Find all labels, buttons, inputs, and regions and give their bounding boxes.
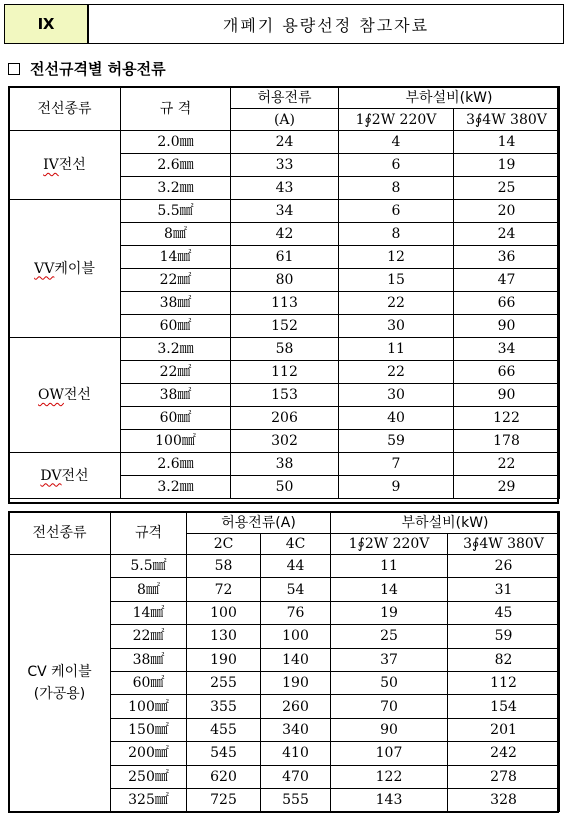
single-phase-load-cell: 6 <box>339 154 454 177</box>
allowable-current-cell: 24 <box>231 131 339 154</box>
three-phase-load-cell: 90 <box>454 315 560 338</box>
header-allowable-current: 허용전류 <box>231 87 339 109</box>
allowable-current-4c-cell: 340 <box>261 718 331 741</box>
single-phase-load-cell: 70 <box>331 695 448 718</box>
three-phase-load-cell: 22 <box>454 453 560 476</box>
three-phase-load-cell: 36 <box>454 246 560 269</box>
allowable-current-cell: 61 <box>231 246 339 269</box>
header-load-capacity: 부하설비(kW) <box>339 87 560 109</box>
three-phase-load-cell: 154 <box>448 695 560 718</box>
spec-cell: 325㎟ <box>111 788 187 811</box>
allowable-current-cell: 152 <box>231 315 339 338</box>
header-wire-type: 전선종류 <box>9 512 111 555</box>
allowable-current-2c-cell: 545 <box>187 742 261 765</box>
allowable-current-4c-cell: 140 <box>261 648 331 671</box>
wire-type-suffix: 전선 <box>63 387 91 403</box>
header-2c: 2C <box>187 534 261 555</box>
allowable-current-cell: 34 <box>231 200 339 223</box>
header-spec: 규격 <box>111 512 187 555</box>
allowable-current-cell: 206 <box>231 407 339 430</box>
spec-cell: 3.2㎜ <box>121 177 231 200</box>
allowable-current-2c-cell: 190 <box>187 648 261 671</box>
three-phase-load-cell: 59 <box>448 625 560 648</box>
allowable-current-cell: 50 <box>231 476 339 499</box>
allowable-current-4c-cell: 555 <box>261 788 331 811</box>
allowable-current-4c-cell: 260 <box>261 695 331 718</box>
allowable-current-cell: 153 <box>231 384 339 407</box>
single-phase-load-cell: 8 <box>339 223 454 246</box>
spec-cell: 2.0㎜ <box>121 131 231 154</box>
three-phase-load-cell: 31 <box>448 578 560 601</box>
section-heading <box>8 58 166 79</box>
cv-cable-table <box>8 511 560 812</box>
three-phase-load-cell: 47 <box>454 269 560 292</box>
three-phase-load-cell: 20 <box>454 200 560 223</box>
wire-type-code: VV <box>34 260 55 277</box>
allowable-current-4c-cell: 190 <box>261 671 331 694</box>
single-phase-load-cell: 15 <box>339 269 454 292</box>
wire-type-code: OW <box>38 387 64 403</box>
header-three-phase: 3∮4W 380V <box>448 534 560 555</box>
three-phase-load-cell: 66 <box>454 361 560 384</box>
three-phase-load-cell: 201 <box>448 718 560 741</box>
three-phase-load-cell: 34 <box>454 338 560 361</box>
three-phase-load-cell: 112 <box>448 671 560 694</box>
header-three-phase: 3∮4W 380V <box>454 109 560 131</box>
single-phase-load-cell: 7 <box>339 453 454 476</box>
spec-cell: 60㎟ <box>111 671 187 694</box>
single-phase-load-cell: 19 <box>331 601 448 624</box>
section-title: 전선규격별 허용전류 <box>30 60 166 78</box>
allowable-current-cell: 113 <box>231 292 339 315</box>
wire-type-suffix: 전선 <box>58 157 86 173</box>
allowable-current-4c-cell: 100 <box>261 625 331 648</box>
spec-cell: 8㎟ <box>111 578 187 601</box>
allowable-current-4c-cell: 76 <box>261 601 331 624</box>
spec-cell: 8㎟ <box>121 223 231 246</box>
header-load-capacity: 부하설비(kW) <box>331 512 560 534</box>
allowable-current-cell: 42 <box>231 223 339 246</box>
allowable-current-2c-cell: 58 <box>187 555 261 578</box>
single-phase-load-cell: 59 <box>339 430 454 453</box>
chapter-badge: Ⅸ <box>5 5 89 43</box>
allowable-current-table <box>8 86 560 499</box>
single-phase-load-cell: 4 <box>339 131 454 154</box>
three-phase-load-cell: 278 <box>448 765 560 788</box>
header-allowable-unit: (A) <box>231 109 339 131</box>
wire-type-cell <box>9 555 111 812</box>
spec-cell: 60㎟ <box>121 407 231 430</box>
single-phase-load-cell: 143 <box>331 788 448 811</box>
spec-cell: 100㎟ <box>121 430 231 453</box>
allowable-current-2c-cell: 100 <box>187 601 261 624</box>
allowable-current-cell: 80 <box>231 269 339 292</box>
spec-cell: 150㎟ <box>111 718 187 741</box>
allowable-current-2c-cell: 355 <box>187 695 261 718</box>
allowable-current-4c-cell: 470 <box>261 765 331 788</box>
allowable-current-2c-cell: 725 <box>187 788 261 811</box>
header-single-phase: 1∮2W 220V <box>339 109 454 131</box>
single-phase-load-cell: 6 <box>339 200 454 223</box>
allowable-current-cell: 58 <box>231 338 339 361</box>
spec-cell: 250㎟ <box>111 765 187 788</box>
spec-cell: 3.2㎜ <box>121 476 231 499</box>
allowable-current-cell: 112 <box>231 361 339 384</box>
allowable-current-4c-cell: 44 <box>261 555 331 578</box>
three-phase-load-cell: 19 <box>454 154 560 177</box>
table-row <box>9 338 560 361</box>
single-phase-load-cell: 90 <box>331 718 448 741</box>
three-phase-load-cell: 24 <box>454 223 560 246</box>
single-phase-load-cell: 40 <box>339 407 454 430</box>
spec-cell: 14㎟ <box>111 601 187 624</box>
spec-cell: 60㎟ <box>121 315 231 338</box>
allowable-current-4c-cell: 410 <box>261 742 331 765</box>
checkbox-icon <box>8 63 20 75</box>
allowable-current-cell: 38 <box>231 453 339 476</box>
spec-cell: 38㎟ <box>111 648 187 671</box>
spec-cell: 2.6㎜ <box>121 453 231 476</box>
allowable-current-cell: 43 <box>231 177 339 200</box>
three-phase-load-cell: 90 <box>454 384 560 407</box>
allowable-current-2c-cell: 72 <box>187 578 261 601</box>
single-phase-load-cell: 25 <box>331 625 448 648</box>
header-allowable-current: 허용전류(A) <box>187 512 331 534</box>
single-phase-load-cell: 11 <box>339 338 454 361</box>
table-row <box>9 200 560 223</box>
header-4c: 4C <box>261 534 331 555</box>
wire-type-cell <box>9 453 121 499</box>
spec-cell: 22㎟ <box>111 625 187 648</box>
spec-cell: 14㎟ <box>121 246 231 269</box>
single-phase-load-cell: 22 <box>339 361 454 384</box>
single-phase-load-cell: 12 <box>339 246 454 269</box>
single-phase-load-cell: 122 <box>331 765 448 788</box>
table-row <box>9 131 560 154</box>
header-wire-type: 전선종류 <box>9 87 121 131</box>
spec-cell: 3.2㎜ <box>121 338 231 361</box>
wire-type-suffix: 전선 <box>61 467 89 484</box>
header-single-phase: 1∮2W 220V <box>331 534 448 555</box>
three-phase-load-cell: 29 <box>454 476 560 499</box>
header-spec: 규 격 <box>121 87 231 131</box>
wire-type-cell <box>9 131 121 200</box>
single-phase-load-cell: 30 <box>339 315 454 338</box>
table-row <box>9 555 560 578</box>
wire-type-usage: (가공용) <box>33 686 86 703</box>
single-phase-load-cell: 107 <box>331 742 448 765</box>
three-phase-load-cell: 242 <box>448 742 560 765</box>
wire-type-code: DV <box>40 467 62 484</box>
allowable-current-cell: 302 <box>231 430 339 453</box>
wire-type-cell <box>9 338 121 453</box>
single-phase-load-cell: 11 <box>331 555 448 578</box>
allowable-current-4c-cell: 54 <box>261 578 331 601</box>
allowable-current-2c-cell: 455 <box>187 718 261 741</box>
table-row <box>9 453 560 476</box>
single-phase-load-cell: 30 <box>339 384 454 407</box>
spec-cell: 38㎟ <box>121 384 231 407</box>
single-phase-load-cell: 22 <box>339 292 454 315</box>
spec-cell: 200㎟ <box>111 742 187 765</box>
spec-cell: 38㎟ <box>121 292 231 315</box>
spec-cell: 22㎟ <box>121 361 231 384</box>
single-phase-load-cell: 50 <box>331 671 448 694</box>
spec-cell: 2.6㎜ <box>121 154 231 177</box>
three-phase-load-cell: 14 <box>454 131 560 154</box>
three-phase-load-cell: 328 <box>448 788 560 811</box>
allowable-current-cell: 33 <box>231 154 339 177</box>
spec-cell: 100㎟ <box>111 695 187 718</box>
document-header <box>4 4 564 44</box>
single-phase-load-cell: 14 <box>331 578 448 601</box>
single-phase-load-cell: 37 <box>331 648 448 671</box>
wire-type-code: IV <box>43 157 59 173</box>
spec-cell: 5.5㎟ <box>121 200 231 223</box>
three-phase-load-cell: 45 <box>448 601 560 624</box>
document-title: 개폐기 용량선정 참고자료 <box>222 15 430 35</box>
single-phase-load-cell: 8 <box>339 177 454 200</box>
three-phase-load-cell: 122 <box>454 407 560 430</box>
three-phase-load-cell: 26 <box>448 555 560 578</box>
allowable-current-2c-cell: 620 <box>187 765 261 788</box>
three-phase-load-cell: 66 <box>454 292 560 315</box>
wire-type-name: CV 케이블 <box>27 663 92 680</box>
spec-cell: 22㎟ <box>121 269 231 292</box>
wire-type-suffix: 케이블 <box>54 260 95 277</box>
single-phase-load-cell: 9 <box>339 476 454 499</box>
wire-type-cell <box>9 200 121 338</box>
three-phase-load-cell: 25 <box>454 177 560 200</box>
spec-cell: 5.5㎟ <box>111 555 187 578</box>
allowable-current-2c-cell: 255 <box>187 671 261 694</box>
three-phase-load-cell: 178 <box>454 430 560 453</box>
three-phase-load-cell: 82 <box>448 648 560 671</box>
allowable-current-2c-cell: 130 <box>187 625 261 648</box>
